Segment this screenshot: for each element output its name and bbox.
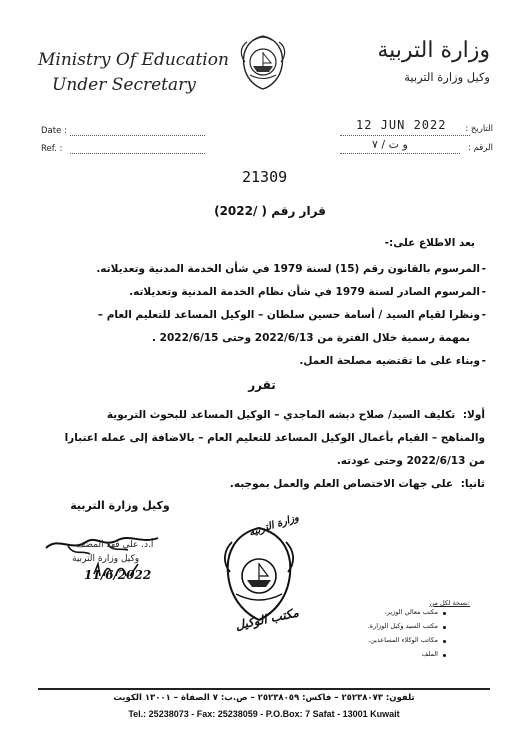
footer-en: Tel.: 25238073 - Fax: 25238059 - P.O.Box: 7 Safat - 13001 Kuwait xyxy=(128,709,400,719)
list-item: - المرسوم بالقانون رقم (15) لسنة 1979 في شأن الخدمة المدنية وتعديلاته. xyxy=(96,263,486,275)
ref-label-ar: الرقم : xyxy=(468,143,493,153)
ministry-name-en: Ministry Of Education xyxy=(38,50,229,70)
under-secretary-en: Under Secretary xyxy=(52,75,196,95)
first-label: أولا: xyxy=(462,409,485,421)
signatory-title: وكيل وزارة التربية xyxy=(70,499,170,512)
bullet-icon xyxy=(443,654,446,657)
second-clause-line: ثانيا: على جهات الاختصاص العلم والعمل بموجبه. xyxy=(229,478,485,490)
list-item: - وبناء على ما تقتضيه مصلحة العمل. xyxy=(299,355,486,367)
first-clause-line: والمناهج – القيام بأعمال الوكيل المساعد للتعليم العام – بالاضافة إلى عمله اعتبارا xyxy=(64,432,485,444)
considerations-list xyxy=(70,258,486,373)
decision-title: قرار رقم ( /2022) xyxy=(214,204,326,218)
first-clause-line: من 2022/6/13 وحتى عودته. xyxy=(336,455,485,467)
signatory-name: أ.د. علي فهد المضف xyxy=(76,540,154,550)
ref-line-en xyxy=(70,152,205,154)
date-line-ar xyxy=(340,134,470,136)
list-item: مكاتب الوكلاء المساعدين. xyxy=(330,636,438,650)
copies-title: نسخة لكل من: xyxy=(429,599,470,607)
decides-heading: تقرر xyxy=(248,378,276,392)
list-item: مكتب معالي الوزير. xyxy=(330,608,438,622)
date-label-ar: التاريخ : xyxy=(465,124,493,134)
first-clause-line: أولا: تكليف السيد/ صلاح دبشه الماجدي – الوكيل المساعد للبحوث التربوية xyxy=(106,409,485,421)
stamp-bottom-text: مكتب الوكيل xyxy=(234,605,300,633)
stamp-top-text: وزارة التربية xyxy=(247,512,301,539)
signature-date: 11/6/2022 xyxy=(84,568,152,582)
date-stamp: 12 JUN 2022 xyxy=(356,118,447,132)
list-item-continuation: بمهمة رسمية خلال الفترة من 2022/6/13 وحتى 2022/6/15 . xyxy=(152,332,470,344)
ministry-name-ar: وزارة التربية xyxy=(377,38,490,63)
date-label-en: Date : xyxy=(41,126,67,136)
copies-list xyxy=(330,608,438,664)
ref-line-ar xyxy=(340,152,460,154)
intro-text: بعد الاطلاع على:- xyxy=(384,237,475,249)
document-number: 21309 xyxy=(242,168,288,186)
date-line-en xyxy=(70,134,205,136)
list-item: الملف xyxy=(330,650,438,664)
bullet-icon xyxy=(443,612,446,615)
bullet-icon xyxy=(443,626,446,629)
footer-ar: تلفون: ٢٥٢٣٨٠٧٣ – فاكس: ٢٥٢٣٨٠٥٩ – ص.ب: ٧ الصفاة – ١٣٠٠١ الكويت xyxy=(113,693,415,703)
list-item: - ونظرا لقيام السيد / أسامة حسين سلطان – الوكيل المساعد للتعليم العام – xyxy=(97,309,486,321)
first-clause xyxy=(40,404,485,496)
list-item: - المرسوم الصادر لسنة 1979 في شأن نظام الخدمة المدنية وتعديلاته. xyxy=(129,286,486,298)
signatory-position: وكيل وزارة التربية xyxy=(72,554,140,564)
under-secretary-ar: وكيل وزارة التربية xyxy=(404,70,490,84)
second-label: ثانيا: xyxy=(460,478,485,490)
bullet-icon xyxy=(443,640,446,643)
ref-label-en: Ref. : xyxy=(41,144,63,154)
ref-handwritten: و ت / ٧ xyxy=(372,138,408,151)
list-item: مكتب السيد وكيل الوزارة. xyxy=(330,622,438,636)
kuwait-emblem-icon xyxy=(236,32,290,92)
footer-divider xyxy=(38,688,490,690)
